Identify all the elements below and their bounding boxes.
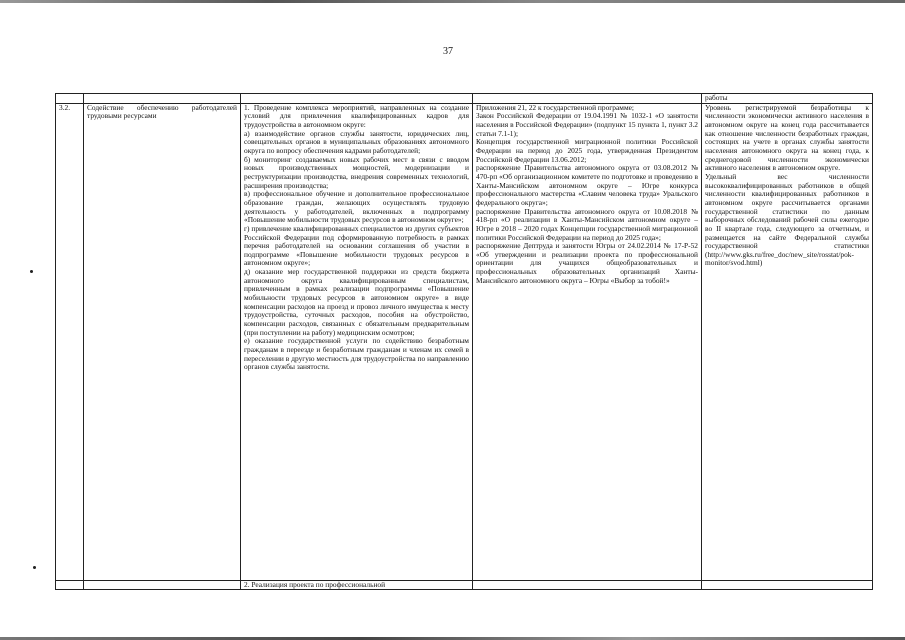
cell-empty bbox=[473, 580, 702, 590]
row-indicators bbox=[702, 103, 873, 580]
cell-continued-text: работы bbox=[702, 94, 873, 104]
scan-edge-top bbox=[0, 0, 905, 3]
cell-empty bbox=[84, 580, 241, 590]
cell-empty bbox=[56, 580, 84, 590]
row-name-text: Содействие обеспечению работодателей трудовыми ресурсами bbox=[87, 102, 237, 121]
measures-table bbox=[55, 93, 873, 590]
row-measures-text: 1. Проведение комплекса мероприятий, направленных на создание условий для привлечения квалифицированных кадров для трудоустройства в автономном округе: а) взаимодействие органов службы занятости, юридических лиц, совещательных органов в муниципальных образованиях автономного округа по вопросу обеспечения кадрами работодателей; б) мониторинг создаваемых новых рабочих мест в связи с вводом новых производственных мощностей, модернизации и реструктуризации производства, внедрения современных технологий, расширения производства; в) профессиональное обучение и дополнительное профессиональное образование граждан, желающих осуществлять трудовую деятельность у работодателей, включенных в подпрограмму «Повышение мобильности трудовых ресурсов в автономном округе»; г) привлечение квалифицированных специалистов из других субъектов Российской Федерации под сформированную потребность в рамках перечня работодателей на основании соглашения об участии в подпрограмме «Повышение мобильности трудовых ресурсов в автономном округе»; д) оказание мер государственной поддержки из средств бюджета автономного округа квалифицированным специалистам, привлеченным в рамках реализации подпрограммы «Повышение мобильности трудовых ресурсов в автономном округе» в виде компенсации расходов на проезд и провоз личного имущества к месту трудоустройства, суточных расходов, пособия на обустройство, компенсации расходов, связанных с обязательным предварительным (при поступлении на работу) медицинским осмотром; е) оказание государственной услуги по содействию безработным гражданам в переезде и безработным гражданам и членам их семей в переселении в другую местность для трудоустройства по направлению органов службы занятости. bbox=[244, 102, 469, 372]
row-legal-basis bbox=[473, 103, 702, 580]
cell-empty bbox=[473, 94, 702, 104]
table-header-row bbox=[56, 94, 873, 104]
row-legal-text: Приложения 21, 22 к государственной программе; Закон Российской Федерации от 19.04.1991 № 1032-1 «О занятости населения в Российской Федерации» (подпункт 15 пункта 1, пункт 3.2 статьи 7.1-1); Концепция государственной миграционной политики Российской Федерации на период до 2025 года, утвержденная Президентом Российской Федерации 13.06.2012; распоряжение Правительства автономного округа от 03.08.2012 № 470-рп «Об организационном комитете по подготовке и проведению в Ханты-Мансийском автономном округе – Югре конкурса профессионального мастерства «Славим человека труда» Уральского федерального округа»; распоряжение Правительства автономного округа от 10.08.2018 № 418-рп «О реализации в Ханты-Мансийском автономном округе – Югре в 2018 – 2020 годах Концепции государственной миграционной политики Российской Федерации на период до 2025 года»; распоряжение Дептруда и занятости Югры от 24.02.2014 № 17-Р-52 «Об утверждении и реализации проекта по профессиональной ориентации для учащихся общеобразовательных и профессиональных образовательных организаций Ханты-Мансийского автономного округа – Югры «Выбор за тобой!» bbox=[476, 102, 698, 285]
row-indicators-text: Уровень регистрируемой безработицы к численности экономически активного населения в автономном округе на конец года рассчитывается как отношение численности безработных граждан, состоящих на учете в органах службы занятости населения автономного округа на конец года, к среднегодовой численности экономически активного населения в автономном округе. Удельный вес численности высококвалифицированных работников в общей численности квалифицированных работников в автономном округе рассчитывается органами государственной статистики по данным выборочных обследований рабочей силы ежегодно во II квартале года, следующего за отчетным, и размещается на сайте Федеральной службы государственной статистики (http://www.gks.ru/free_doc/new_site/rosstat/pok-monitor/svod.html) bbox=[705, 102, 869, 268]
row-measures bbox=[241, 103, 473, 580]
table-row bbox=[56, 103, 873, 580]
row-number: 3.2. bbox=[56, 103, 84, 580]
row-name bbox=[84, 103, 241, 580]
cell-empty bbox=[56, 94, 84, 104]
scan-speck bbox=[30, 270, 33, 273]
scan-speck bbox=[33, 566, 36, 569]
page-number: 37 bbox=[443, 46, 453, 57]
cell-empty bbox=[702, 580, 873, 590]
cell-empty bbox=[84, 94, 241, 104]
table-row-continued bbox=[56, 580, 873, 590]
row-measures-continued: 2. Реализация проекта по профессиональной bbox=[241, 580, 473, 590]
cell-empty bbox=[241, 94, 473, 104]
